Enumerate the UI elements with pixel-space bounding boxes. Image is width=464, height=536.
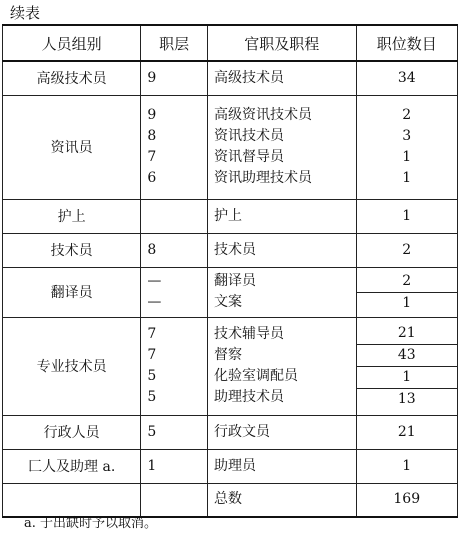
level-value: 5 [147,368,157,384]
title-cell [207,95,356,199]
title-value: 助理技术员 [213,389,284,405]
title-cell [207,61,356,95]
count-value: 3 [402,128,412,144]
title-cell [207,199,356,233]
count-value: 1 [357,366,457,388]
header-level: 职层 [141,25,208,61]
level-value: 8 [147,241,157,258]
title-value: 助理员 [213,457,256,474]
title-value: 资讯助理技术员 [213,170,312,186]
title-cell [207,415,356,449]
level-value: 1 [147,457,157,474]
count-value: 21 [397,324,416,341]
title-cell [207,317,356,415]
count-value: 1 [357,292,457,314]
title-value: 技术员 [213,241,256,258]
count-cell [356,483,457,517]
table-row [3,233,458,267]
title-value: 行政文员 [213,423,270,440]
count-value: 2 [402,272,412,289]
group-cell: 行政人员 [3,415,141,449]
group-cell: 专业技术员 [3,317,141,415]
header-row [3,25,458,61]
group-cell: 高级技术员 [3,61,141,95]
count-cell [356,61,457,95]
level-value: 7 [147,326,157,342]
group-cell: 护上 [3,199,141,233]
level-cell [141,95,208,199]
level-value: 5 [147,389,157,405]
table-row [3,199,458,233]
count-value: 2 [402,241,412,258]
title-value: 高级资讯技术员 [213,107,312,123]
level-cell [141,267,208,317]
level-value: 7 [147,347,157,363]
count-cell [356,415,457,449]
count-value: 34 [397,69,416,86]
level-value: 9 [147,69,157,86]
count-cell [356,267,457,317]
title-value: 护上 [213,207,242,224]
header-group: 人员组别 [3,25,141,61]
table-row [3,61,458,95]
count-cell [356,317,457,415]
title-value: 翻译员 [213,273,256,289]
title-value: 督察 [213,347,242,363]
group-cell: 技术员 [3,233,141,267]
level-value: 9 [147,107,157,123]
level-value: — [147,294,162,310]
title-value: 技术辅导员 [213,326,284,342]
level-cell [141,415,208,449]
level-value: 8 [147,128,157,144]
group-cell: 匚人及助理 a. [3,449,141,483]
group-cell: 翻译员 [3,267,141,317]
count-cell [356,199,457,233]
count-value: 2 [402,107,412,123]
count-cell [356,449,457,483]
title-value: 总数 [213,491,242,508]
count-cell [356,233,457,267]
title-value: 高级技术员 [213,69,284,86]
level-value: 5 [147,423,157,440]
count-value: 1 [402,170,412,186]
table-row [3,267,458,317]
title-value: 资讯督导员 [213,149,284,165]
level-cell [141,233,208,267]
count-value: 13 [357,388,457,410]
count-value: 169 [393,491,421,508]
count-value: 43 [357,344,457,366]
footnote: a. 于出缺时予以取消。 [24,516,158,531]
title-cell [207,267,356,317]
title-cell [207,483,356,517]
count-value: 1 [402,207,412,224]
count-value: 1 [402,457,412,474]
level-value: 6 [147,170,157,186]
title-cell [207,449,356,483]
count-cell [356,95,457,199]
level-value: — [147,273,162,289]
table-row [3,317,458,415]
level-cell [141,317,208,415]
title-value: 资讯技术员 [213,128,284,144]
count-value: 21 [397,423,416,440]
group-cell: 资讯员 [3,95,141,199]
count-value: 1 [402,149,412,165]
title-value: 化验室调配员 [213,368,298,384]
level-value: 7 [147,149,157,165]
level-cell [141,61,208,95]
title-value: 文案 [213,294,242,310]
title-cell [207,233,356,267]
level-cell [141,199,208,233]
header-title: 官职及职程 [207,25,356,61]
positions-table [2,24,458,518]
table-row [3,449,458,483]
table-row [3,415,458,449]
table-caption: 续表 [10,4,41,22]
table-row [3,95,458,199]
header-count: 职位数目 [356,25,457,61]
level-cell [141,449,208,483]
